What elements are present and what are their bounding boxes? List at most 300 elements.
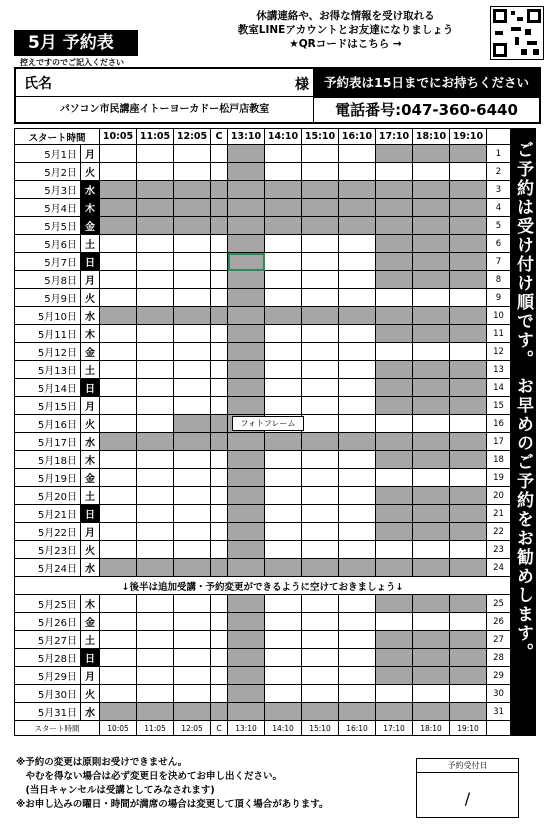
slot-cell[interactable]: [174, 343, 211, 361]
slot-cell[interactable]: [137, 271, 174, 289]
slot-cell[interactable]: [228, 217, 265, 235]
slot-cell[interactable]: [211, 667, 228, 685]
slot-cell[interactable]: [302, 307, 339, 325]
slot-cell[interactable]: [211, 613, 228, 631]
slot-cell[interactable]: [450, 703, 487, 721]
slot-cell[interactable]: [376, 559, 413, 577]
slot-cell[interactable]: [302, 667, 339, 685]
slot-cell[interactable]: [100, 307, 137, 325]
slot-cell[interactable]: [137, 289, 174, 307]
slot-cell[interactable]: [376, 415, 413, 433]
slot-cell[interactable]: [100, 703, 137, 721]
slot-cell[interactable]: [100, 451, 137, 469]
slot-cell[interactable]: [211, 487, 228, 505]
slot-cell[interactable]: [302, 487, 339, 505]
slot-cell[interactable]: [450, 217, 487, 235]
slot-cell[interactable]: [376, 595, 413, 613]
slot-cell[interactable]: [376, 613, 413, 631]
slot-cell[interactable]: [265, 343, 302, 361]
slot-cell[interactable]: [339, 271, 376, 289]
slot-cell[interactable]: [450, 685, 487, 703]
slot-cell[interactable]: [100, 343, 137, 361]
slot-cell[interactable]: [211, 325, 228, 343]
slot-cell[interactable]: [302, 145, 339, 163]
slot-cell[interactable]: [376, 271, 413, 289]
slot-cell[interactable]: [265, 199, 302, 217]
slot-cell[interactable]: [265, 397, 302, 415]
slot-cell[interactable]: [450, 487, 487, 505]
slot-cell[interactable]: [137, 379, 174, 397]
slot-cell[interactable]: [376, 631, 413, 649]
slot-cell[interactable]: [100, 235, 137, 253]
slot-cell[interactable]: [450, 559, 487, 577]
slot-cell[interactable]: [211, 181, 228, 199]
slot-cell[interactable]: [174, 613, 211, 631]
slot-cell[interactable]: [228, 487, 265, 505]
slot-cell[interactable]: [265, 325, 302, 343]
slot-cell[interactable]: [228, 325, 265, 343]
slot-cell[interactable]: [100, 217, 137, 235]
slot-cell[interactable]: [100, 163, 137, 181]
slot-cell[interactable]: [228, 649, 265, 667]
slot-cell[interactable]: [265, 667, 302, 685]
slot-cell[interactable]: [137, 541, 174, 559]
slot-cell[interactable]: [265, 505, 302, 523]
slot-cell[interactable]: [174, 559, 211, 577]
slot-cell[interactable]: [413, 631, 450, 649]
slot-cell[interactable]: [339, 487, 376, 505]
slot-cell[interactable]: [339, 523, 376, 541]
slot-cell[interactable]: [174, 217, 211, 235]
slot-cell[interactable]: [376, 649, 413, 667]
qr-code-icon[interactable]: [490, 6, 544, 60]
slot-cell[interactable]: [339, 469, 376, 487]
slot-cell[interactable]: [211, 361, 228, 379]
slot-cell[interactable]: [228, 505, 265, 523]
slot-cell[interactable]: [137, 307, 174, 325]
slot-cell[interactable]: [174, 271, 211, 289]
slot-cell[interactable]: [413, 469, 450, 487]
slot-cell[interactable]: [100, 469, 137, 487]
slot-cell[interactable]: [211, 271, 228, 289]
slot-cell[interactable]: [265, 271, 302, 289]
slot-cell[interactable]: [174, 181, 211, 199]
slot-cell[interactable]: [265, 613, 302, 631]
slot-cell[interactable]: [100, 325, 137, 343]
slot-cell[interactable]: [100, 541, 137, 559]
slot-cell[interactable]: [376, 181, 413, 199]
slot-cell[interactable]: [100, 271, 137, 289]
slot-cell[interactable]: [450, 433, 487, 451]
slot-cell[interactable]: [302, 433, 339, 451]
slot-cell[interactable]: [376, 307, 413, 325]
slot-cell[interactable]: [211, 541, 228, 559]
slot-cell[interactable]: [228, 253, 265, 271]
name-field[interactable]: [16, 69, 314, 97]
slot-cell[interactable]: [174, 541, 211, 559]
slot-cell[interactable]: [265, 253, 302, 271]
slot-cell[interactable]: [302, 415, 339, 433]
slot-cell[interactable]: [137, 199, 174, 217]
slot-cell[interactable]: [450, 271, 487, 289]
slot-cell[interactable]: [302, 595, 339, 613]
slot-cell[interactable]: [211, 451, 228, 469]
slot-cell[interactable]: [302, 397, 339, 415]
slot-cell[interactable]: [100, 631, 137, 649]
slot-cell[interactable]: [211, 523, 228, 541]
slot-cell[interactable]: [450, 541, 487, 559]
slot-cell[interactable]: [228, 379, 265, 397]
slot-cell[interactable]: [376, 253, 413, 271]
slot-cell[interactable]: [376, 469, 413, 487]
slot-cell[interactable]: [302, 505, 339, 523]
slot-cell[interactable]: [100, 649, 137, 667]
slot-cell[interactable]: [339, 397, 376, 415]
slot-cell[interactable]: [174, 307, 211, 325]
slot-cell[interactable]: [339, 163, 376, 181]
slot-cell[interactable]: [100, 379, 137, 397]
slot-cell[interactable]: [339, 289, 376, 307]
slot-cell[interactable]: [302, 163, 339, 181]
slot-cell[interactable]: [413, 379, 450, 397]
slot-cell[interactable]: [302, 541, 339, 559]
slot-cell[interactable]: [265, 181, 302, 199]
slot-cell[interactable]: [100, 487, 137, 505]
slot-cell[interactable]: [339, 667, 376, 685]
slot-cell[interactable]: [413, 199, 450, 217]
slot-cell[interactable]: [413, 163, 450, 181]
slot-cell[interactable]: [265, 145, 302, 163]
slot-cell[interactable]: [211, 217, 228, 235]
slot-cell[interactable]: [228, 631, 265, 649]
slot-cell[interactable]: [376, 541, 413, 559]
slot-cell[interactable]: [376, 505, 413, 523]
slot-cell[interactable]: [137, 559, 174, 577]
slot-cell[interactable]: [339, 361, 376, 379]
slot-cell[interactable]: [211, 433, 228, 451]
slot-cell[interactable]: [100, 289, 137, 307]
slot-cell[interactable]: [265, 631, 302, 649]
slot-cell[interactable]: [228, 199, 265, 217]
slot-cell[interactable]: [302, 325, 339, 343]
slot-cell[interactable]: [265, 217, 302, 235]
slot-cell[interactable]: [174, 523, 211, 541]
slot-cell[interactable]: [265, 235, 302, 253]
slot-cell[interactable]: [413, 523, 450, 541]
slot-cell[interactable]: [376, 199, 413, 217]
slot-cell[interactable]: [376, 289, 413, 307]
slot-cell[interactable]: [174, 649, 211, 667]
slot-cell[interactable]: [302, 631, 339, 649]
slot-cell[interactable]: [413, 415, 450, 433]
slot-cell[interactable]: [413, 343, 450, 361]
slot-cell[interactable]: [174, 451, 211, 469]
slot-cell[interactable]: [228, 433, 265, 451]
slot-cell[interactable]: [376, 235, 413, 253]
slot-cell[interactable]: [137, 325, 174, 343]
slot-cell[interactable]: [211, 199, 228, 217]
slot-cell[interactable]: [302, 235, 339, 253]
slot-cell[interactable]: [228, 235, 265, 253]
slot-cell[interactable]: [211, 685, 228, 703]
slot-cell[interactable]: [100, 253, 137, 271]
slot-cell[interactable]: [211, 397, 228, 415]
slot-cell[interactable]: [302, 199, 339, 217]
slot-cell[interactable]: [137, 649, 174, 667]
slot-cell[interactable]: [302, 559, 339, 577]
slot-cell[interactable]: [339, 415, 376, 433]
slot-cell[interactable]: [339, 433, 376, 451]
slot-cell[interactable]: [302, 289, 339, 307]
slot-cell[interactable]: [265, 703, 302, 721]
slot-cell[interactable]: [228, 667, 265, 685]
slot-cell[interactable]: [413, 451, 450, 469]
receipt-date-box[interactable]: [416, 758, 519, 818]
slot-cell[interactable]: [339, 505, 376, 523]
slot-cell[interactable]: [100, 415, 137, 433]
slot-cell[interactable]: [302, 217, 339, 235]
slot-cell[interactable]: [413, 505, 450, 523]
slot-cell[interactable]: [339, 217, 376, 235]
slot-cell[interactable]: [211, 469, 228, 487]
slot-cell[interactable]: [228, 397, 265, 415]
slot-cell[interactable]: [302, 181, 339, 199]
slot-cell[interactable]: [339, 325, 376, 343]
slot-cell[interactable]: [376, 451, 413, 469]
slot-cell[interactable]: [413, 271, 450, 289]
slot-cell[interactable]: [211, 595, 228, 613]
slot-cell[interactable]: [302, 685, 339, 703]
slot-cell[interactable]: [211, 145, 228, 163]
slot-cell[interactable]: [413, 397, 450, 415]
slot-cell[interactable]: [339, 703, 376, 721]
slot-cell[interactable]: [413, 595, 450, 613]
slot-cell[interactable]: [413, 361, 450, 379]
slot-cell[interactable]: [137, 217, 174, 235]
slot-cell[interactable]: [100, 667, 137, 685]
slot-cell[interactable]: [100, 199, 137, 217]
slot-cell[interactable]: [211, 289, 228, 307]
slot-cell[interactable]: [228, 361, 265, 379]
slot-cell[interactable]: [137, 505, 174, 523]
slot-cell[interactable]: [265, 685, 302, 703]
slot-cell[interactable]: [265, 541, 302, 559]
slot-cell[interactable]: [376, 433, 413, 451]
slot-cell[interactable]: [228, 613, 265, 631]
slot-cell[interactable]: [137, 235, 174, 253]
slot-cell[interactable]: [228, 307, 265, 325]
slot-cell[interactable]: [413, 145, 450, 163]
slot-cell[interactable]: [339, 181, 376, 199]
slot-cell[interactable]: [450, 343, 487, 361]
slot-cell[interactable]: [339, 379, 376, 397]
slot-cell[interactable]: [339, 685, 376, 703]
slot-cell[interactable]: [174, 685, 211, 703]
slot-cell[interactable]: [174, 487, 211, 505]
slot-cell[interactable]: [137, 361, 174, 379]
slot-cell[interactable]: [302, 649, 339, 667]
slot-cell[interactable]: [265, 595, 302, 613]
slot-cell[interactable]: [450, 253, 487, 271]
slot-cell[interactable]: [211, 649, 228, 667]
slot-cell[interactable]: [100, 685, 137, 703]
slot-cell[interactable]: [137, 433, 174, 451]
slot-cell[interactable]: [174, 199, 211, 217]
slot-cell[interactable]: [174, 631, 211, 649]
slot-cell[interactable]: [450, 235, 487, 253]
slot-cell[interactable]: [211, 379, 228, 397]
slot-cell[interactable]: [376, 361, 413, 379]
slot-cell[interactable]: [339, 613, 376, 631]
slot-cell[interactable]: [174, 379, 211, 397]
slot-cell[interactable]: [265, 361, 302, 379]
slot-cell[interactable]: [228, 163, 265, 181]
slot-cell[interactable]: [174, 163, 211, 181]
slot-cell[interactable]: [413, 325, 450, 343]
slot-cell[interactable]: [174, 433, 211, 451]
slot-cell[interactable]: [450, 649, 487, 667]
slot-cell[interactable]: [137, 163, 174, 181]
slot-cell[interactable]: [265, 487, 302, 505]
slot-cell[interactable]: [211, 253, 228, 271]
slot-cell[interactable]: [450, 469, 487, 487]
slot-cell[interactable]: [450, 361, 487, 379]
slot-cell[interactable]: [302, 613, 339, 631]
slot-cell[interactable]: [174, 253, 211, 271]
slot-cell[interactable]: [413, 181, 450, 199]
slot-cell[interactable]: [450, 667, 487, 685]
slot-cell[interactable]: [413, 307, 450, 325]
slot-cell[interactable]: [100, 397, 137, 415]
slot-cell[interactable]: [450, 307, 487, 325]
slot-cell[interactable]: [211, 703, 228, 721]
slot-cell[interactable]: [376, 163, 413, 181]
slot-cell[interactable]: [376, 523, 413, 541]
slot-cell[interactable]: [450, 631, 487, 649]
slot-cell[interactable]: [228, 271, 265, 289]
slot-cell[interactable]: [339, 451, 376, 469]
slot-cell[interactable]: [376, 397, 413, 415]
slot-cell[interactable]: [228, 289, 265, 307]
slot-cell[interactable]: [450, 415, 487, 433]
slot-cell[interactable]: [450, 505, 487, 523]
slot-cell[interactable]: [450, 145, 487, 163]
slot-cell[interactable]: [211, 343, 228, 361]
slot-cell[interactable]: [413, 217, 450, 235]
slot-cell[interactable]: [450, 595, 487, 613]
slot-cell[interactable]: [265, 289, 302, 307]
slot-cell[interactable]: [228, 685, 265, 703]
slot-cell[interactable]: [265, 523, 302, 541]
slot-cell[interactable]: [211, 559, 228, 577]
slot-cell[interactable]: [174, 397, 211, 415]
slot-cell[interactable]: [413, 667, 450, 685]
slot-cell[interactable]: [450, 523, 487, 541]
slot-cell[interactable]: [228, 559, 265, 577]
slot-cell[interactable]: [211, 415, 228, 433]
slot-cell[interactable]: [413, 433, 450, 451]
slot-cell[interactable]: [376, 325, 413, 343]
slot-cell[interactable]: [174, 667, 211, 685]
slot-cell[interactable]: [100, 181, 137, 199]
slot-cell[interactable]: [100, 523, 137, 541]
slot-cell[interactable]: [376, 667, 413, 685]
slot-cell[interactable]: [228, 469, 265, 487]
slot-cell[interactable]: [174, 361, 211, 379]
slot-cell[interactable]: [376, 379, 413, 397]
slot-cell[interactable]: [228, 343, 265, 361]
slot-cell[interactable]: [413, 703, 450, 721]
slot-cell[interactable]: [100, 505, 137, 523]
slot-cell[interactable]: [413, 487, 450, 505]
slot-cell[interactable]: [413, 289, 450, 307]
slot-cell[interactable]: [100, 595, 137, 613]
slot-cell[interactable]: [339, 559, 376, 577]
slot-cell[interactable]: [174, 145, 211, 163]
slot-cell[interactable]: [376, 343, 413, 361]
slot-cell[interactable]: [211, 235, 228, 253]
slot-cell[interactable]: [450, 397, 487, 415]
slot-cell[interactable]: [413, 541, 450, 559]
slot-cell[interactable]: [265, 379, 302, 397]
slot-cell[interactable]: [137, 343, 174, 361]
slot-cell[interactable]: [339, 145, 376, 163]
slot-cell[interactable]: [450, 289, 487, 307]
slot-cell[interactable]: [137, 631, 174, 649]
slot-cell[interactable]: [211, 631, 228, 649]
slot-cell[interactable]: [413, 235, 450, 253]
slot-cell[interactable]: [100, 433, 137, 451]
slot-cell[interactable]: [100, 361, 137, 379]
slot-cell[interactable]: [100, 613, 137, 631]
slot-cell[interactable]: [376, 685, 413, 703]
slot-cell[interactable]: [339, 343, 376, 361]
slot-cell[interactable]: [376, 145, 413, 163]
slot-cell[interactable]: [413, 559, 450, 577]
slot-cell[interactable]: [302, 253, 339, 271]
slot-cell[interactable]: [339, 307, 376, 325]
slot-cell[interactable]: [228, 541, 265, 559]
slot-cell[interactable]: [228, 703, 265, 721]
slot-cell[interactable]: [339, 595, 376, 613]
slot-cell[interactable]: [376, 487, 413, 505]
slot-cell[interactable]: [339, 649, 376, 667]
slot-cell[interactable]: [137, 667, 174, 685]
slot-cell[interactable]: [339, 199, 376, 217]
slot-cell[interactable]: [265, 433, 302, 451]
slot-cell[interactable]: [137, 703, 174, 721]
slot-cell[interactable]: [339, 235, 376, 253]
slot-cell[interactable]: [450, 451, 487, 469]
slot-cell[interactable]: [137, 145, 174, 163]
slot-cell[interactable]: [413, 685, 450, 703]
slot-cell[interactable]: [339, 631, 376, 649]
slot-cell[interactable]: [174, 469, 211, 487]
slot-cell[interactable]: [265, 307, 302, 325]
slot-cell[interactable]: [302, 469, 339, 487]
slot-cell[interactable]: [137, 469, 174, 487]
slot-cell[interactable]: [228, 181, 265, 199]
slot-cell[interactable]: [450, 163, 487, 181]
slot-cell[interactable]: [137, 523, 174, 541]
slot-cell[interactable]: [339, 253, 376, 271]
slot-cell[interactable]: [174, 415, 211, 433]
slot-cell[interactable]: [302, 361, 339, 379]
slot-cell[interactable]: [265, 163, 302, 181]
slot-cell[interactable]: [265, 451, 302, 469]
slot-cell[interactable]: [450, 613, 487, 631]
slot-cell[interactable]: [211, 307, 228, 325]
